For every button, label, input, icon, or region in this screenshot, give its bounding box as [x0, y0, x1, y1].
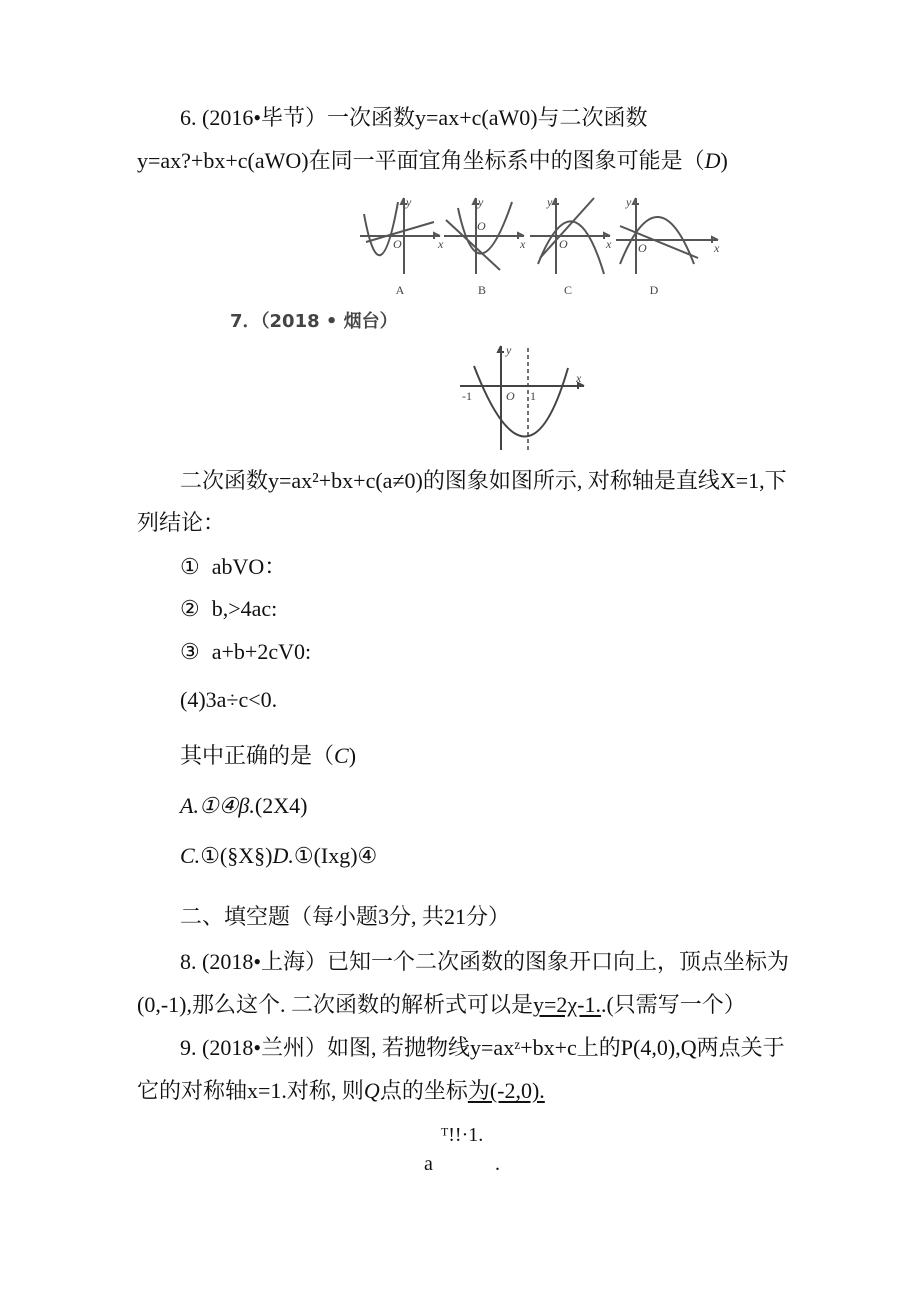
q9-line-2-prefix: 它的对称轴x=1.对称, 则	[137, 1078, 364, 1103]
q9-answer: 为(-2,0).	[467, 1078, 545, 1103]
q7-option-3	[180, 637, 311, 667]
q7-option-1-marker: ①	[180, 554, 200, 579]
q6-d-x-label: x	[714, 241, 720, 255]
q7-option-3-marker: ③	[180, 639, 200, 664]
q7-choice-b-value: (2X4)	[254, 793, 308, 818]
q6-b-origin: O	[477, 219, 486, 233]
q6-d-y-label: y	[626, 195, 632, 209]
q7-choice-a-value: ①④	[198, 793, 239, 818]
q8-line-2-prefix: (0,-1),那么这个. 二次函数的解析式可以是	[137, 992, 533, 1017]
q6-line-2	[137, 146, 728, 176]
q7-tick-1: 1	[530, 389, 536, 403]
q6-c-x-label: x	[606, 237, 612, 251]
q7-graph	[456, 342, 590, 454]
q7-option-4: (4)3a÷c<0.	[180, 687, 278, 712]
q6-line-2-close: )	[720, 148, 728, 173]
q6-label-d: D	[649, 283, 659, 297]
q6-answer: D	[704, 148, 721, 173]
q9-figure-ocr-2a: a	[424, 1153, 433, 1175]
q7-answer-suffix: )	[348, 743, 357, 768]
q9-line-2-mid: 点的坐标	[379, 1078, 468, 1103]
q7-answer-line	[180, 741, 356, 771]
q6-line-1: 6. (2016•毕节）一次函数y=ax+c(aW0)与二次函数	[180, 105, 648, 130]
q9-line-1: 9. (2018•兰州）如图, 若抛物线y=axᶻ+bx+c上的P(4,0),Q两点关于	[180, 1035, 785, 1060]
q6-panel-a	[360, 198, 440, 274]
q8-answer: y=2χ-1.	[532, 992, 601, 1017]
q6-label-b: B	[477, 283, 487, 297]
q8-line-2	[137, 990, 746, 1020]
q6-line-2-text: y=ax?+bx+c(aWO)在同一平面宜角坐标系中的图象可能是（	[137, 148, 705, 173]
q7-origin: O	[506, 389, 515, 403]
q7-option-3-text: a+b+2cV0:	[211, 639, 312, 664]
q6-label-c: C	[563, 283, 573, 297]
q6-d-origin: O	[638, 241, 647, 255]
q7-tick-neg1: -1	[462, 389, 472, 403]
section2-heading: 二、填空题（每小题3分, 共21分）	[180, 904, 511, 929]
q7-answer-prefix: 其中正确的是（	[180, 743, 335, 768]
q7-option-2	[180, 594, 277, 624]
q7-option-1	[180, 552, 286, 582]
q9-figure-ocr-1: ᵀ!!·1.	[441, 1124, 484, 1146]
q7-option-2-marker: ②	[180, 596, 200, 621]
q7-choice-a-label: A.	[180, 793, 199, 818]
q7-y-label: y	[506, 343, 512, 357]
q9-figure-ocr-2b: .	[495, 1153, 500, 1175]
q7-stem-line-1: 二次函数y=ax²+bx+c(a≠0)的图象如图所示, 对称轴是直线X=1,下	[180, 468, 787, 493]
q9-point-q: Q	[363, 1078, 380, 1103]
q7-heading: 7．（2018 • 烟台）	[230, 311, 398, 332]
q6-panel-b	[444, 198, 524, 274]
q6-panel-d	[616, 198, 718, 274]
q7-choices-cd	[180, 841, 377, 871]
q7-choice-c-value: ①(§X§)	[200, 843, 273, 868]
q7-choice-d-value: ①(Ixg)④	[293, 843, 378, 868]
q6-label-a: A	[395, 283, 405, 297]
q8-line-1: 8. (2018•上海）已知一个二次函数的图象开口向上，顶点坐标为	[180, 949, 790, 974]
q6-panel-c	[530, 198, 610, 274]
q7-answer: C	[334, 743, 349, 768]
q8-line-2-suffix: .(只需写一个）	[600, 992, 746, 1017]
q6-c-origin: O	[559, 237, 568, 251]
q7-choice-b-label: β.	[238, 793, 255, 818]
q7-option-1-text: abVO：	[211, 554, 287, 579]
q7-option-2-text: b,>4ac:	[211, 596, 278, 621]
q6-a-y-label: y	[406, 195, 412, 209]
q6-a-x-label: x	[438, 237, 444, 251]
q6-b-y-label: y	[478, 195, 484, 209]
q7-x-label: x	[576, 371, 582, 385]
q7-choice-d-label: D.	[272, 843, 294, 868]
q6-c-y-label: y	[547, 195, 553, 209]
q9-line-2	[137, 1076, 545, 1106]
q6-b-x-label: x	[520, 237, 526, 251]
q6-figure	[358, 192, 726, 300]
q6-a-origin: O	[393, 237, 402, 251]
q7-choice-c-label: C.	[180, 843, 201, 868]
q7-stem-line-2: 列结论：	[137, 510, 226, 535]
q7-choices-ab	[180, 791, 307, 821]
